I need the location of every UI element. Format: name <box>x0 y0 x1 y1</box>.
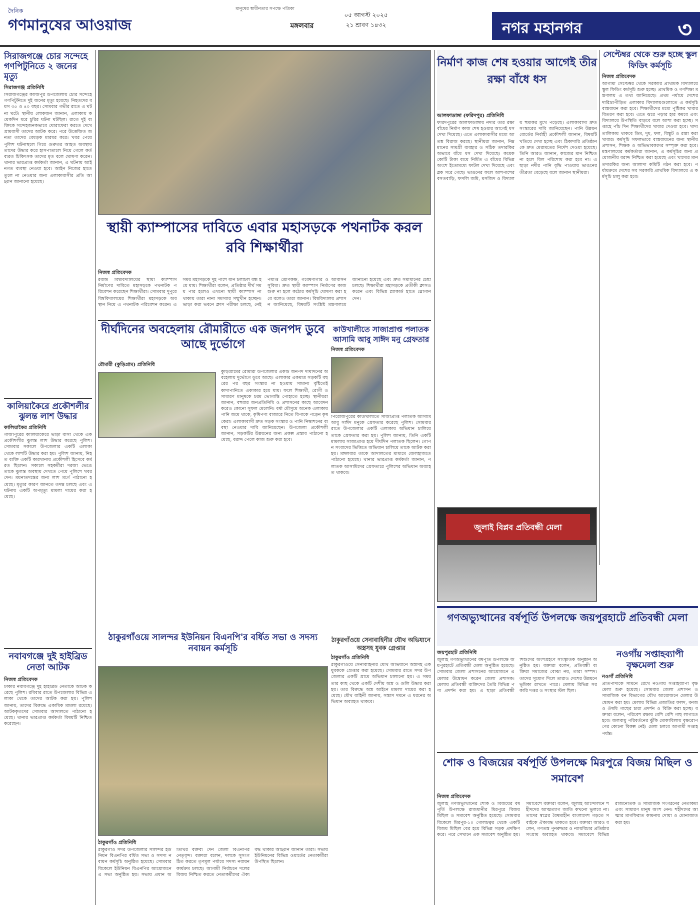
thakurgaon-headline: ঠাকুরগাঁওয়ে সালন্দর ইউনিয়ন বিএনপি'র বর্ধিত সভা ও সদস্য নবায়ন কর্মসূচি <box>108 633 318 654</box>
body: ঢাকার নবাবগঞ্জে দুই হাইব্রিড নেতাকে আটক করেছে পুলিশ। রবিবার রাতে উপজেলার বিভিন্ন এলাকা থেকে তাদের আটক করা হয়। পুলিশ জানায়, তাদের বিরুদ্ধে একাধিক মামলা রয়েছে। আটককৃতদের সোমবার আদালতে পাঠানো হয়েছে। থানার ভারপ্রাপ্ত কর্মকর্তা বিষয়টি নিশ্চিত করেছেন। <box>4 685 92 728</box>
dateline: নিজস্ব প্রতিবেদক <box>602 74 636 80</box>
mela-article <box>437 650 597 738</box>
thakurgaon-photo <box>98 666 328 836</box>
dateline: আলফাডাঙ্গা (ফরিদপুর) প্রতিনিধি <box>437 113 504 119</box>
lead-photo <box>98 50 431 215</box>
body: কুড়িগ্রামের রৌমারী উপজেলার একটি জনপদ দীর্ঘদিনের অবহেলায় দুর্ভোগে ডুবে আছে। এলাকার একমাত্র সড়কটি বছরের পর বছর সংস্কার না হওয়ায় সামান্য বৃষ্টিতেই কাদাপানিতে একাকার হয়ে যায়। ফলে শিক্ষার্থী, রোগী ও সাধারণ মানুষকে চরম ভোগান্তি পোহাতে হচ্ছে। স্থানীয়রা জানান, বহুবার জনপ্রতিনিধি ও প্রশাসনের কাছে আবেদন করেও কোনো সুফল মেলেনি। বর্ষা মৌসুমে অনেক এলাকায় পানি জমে থাকে, কৃষিপণ্য বাজারে নিতে বিপাকে পড়েন কৃষকেরা। এলাকাবাসী দ্রুত সড়ক সংস্কার ও পানি নিষ্কাশনের ব্যবস্থা নেওয়ার দাবি জানিয়েছেন। উপজেলা প্রকৌশলী জানান, সড়কটির উন্নয়নের জন্য প্রকল্প প্রস্তাব পাঠানো হয়েছে, বরাদ্দ পেলে কাজ শুরু করা হবে। <box>221 370 328 444</box>
dateline: সিরাজগঞ্জ প্রতিনিধি <box>4 85 45 91</box>
sub-dateline: ঠাকুরগাঁও প্রতিনিধি <box>331 655 370 661</box>
mirpur-article <box>437 794 698 904</box>
dateline: কালিয়াকৈর প্রতিনিধি <box>4 425 47 431</box>
sub-headline: ঠাকুরগাঁওয়ে সেনাবাহিনীর যৌথ অভিযানে অস্ত্রসহ যুবক গ্রেপ্তার <box>331 637 431 652</box>
dateline: নওগাঁ প্রতিনিধি <box>602 674 633 680</box>
col-rule <box>95 50 96 905</box>
mela-banner <box>446 514 590 540</box>
body: গাজীপুরের কালিয়াকৈরে ভাড়া বাসা থেকে এক প্রকৌশলীর ঝুলন্ত লাশ উদ্ধার করেছে পুলিশ। সোমবার সকালে উপজেলার একটি এলাকা থেকে লাশটি উদ্ধার করা হয়। পুলিশ জানায়, নিহত ব্যক্তি একটি কারখানায় প্রকৌশলী হিসেবে কর্মরত ছিলেন। সকালে সহকর্মীরা দরজা ভেঙে তাকে ঝুলন্ত অবস্থায় দেখতে পেয়ে পুলিশে খবর দেন। ময়নাতদন্তের জন্য লাশ মর্গে পাঠানো হয়েছে। মৃত্যুর কারণ জানতে তদন্ত চলছে এবং এ ঘটনায় একটি অপমৃত্যু মামলা দায়ের করা হয়েছে। <box>4 433 92 501</box>
headline: কালিয়াকৈরে প্রকৌশলীর ঝুলন্ত লাশ উদ্ধার <box>7 402 89 422</box>
thakurgaon-headline-box <box>98 633 328 663</box>
mela-headline: গণঅভ্যুত্থানের বর্ষপূর্তি উপলক্ষে জয়পুরহাটে প্রতিবন্ধী মেলা <box>447 613 688 624</box>
lead-headline-box <box>98 218 431 266</box>
body: জুলাই গণঅভ্যুত্থানের শোক ও বিজয়ের বর্ষপূর্তি উপলক্ষে রাজধানীর মিরপুরে বিজয় মিছিল ও সমাবেশ অনুষ্ঠিত হয়েছে। সোমবার বিকেলে মিরপুর-১০ গোলচত্বর থেকে একটি বিজয় মিছিল বের হয়ে বিভিন্ন সড়ক প্রদক্ষিণ করে। পরে সেখানে এক সমাবেশ অনুষ্ঠিত হয়। সমাবেশে বক্তারা বলেন, জুলাই আন্দোলনে শহীদদের আত্মত্যাগ জাতি কখনো ভুলবে না। তাদের স্বপ্নের বৈষম্যহীন বাংলাদেশ গড়তে সবাইকে ঐক্যবদ্ধ থাকতে হবে। বক্তারা আরও বলেন, গণতন্ত্র পুনরুদ্ধার ও ন্যায়বিচার প্রতিষ্ঠার সংগ্রাম অব্যাহত থাকবে। সমাবেশে বিভিন্ন রাজনৈতিক ও সামাজিক সংগঠনের নেতাকর্মী এবং সাধারণ মানুষ অংশ নেন। শহীদদের আত্মার মাগফিরাত কামনায় দোয়া ও মোনাজাত করা হয়। <box>437 802 698 839</box>
col-rule <box>599 50 600 565</box>
mela-photo <box>437 507 597 602</box>
sajapur-photo <box>331 357 383 413</box>
masthead <box>0 0 700 48</box>
section-title: নগর মহানগর <box>502 19 582 37</box>
thakurgaon-article <box>98 840 328 902</box>
sajapur-article <box>331 325 431 895</box>
mirpur-headline: শোক ও বিজয়ের বর্ষপূর্তি উপলক্ষে মিরপুরে বিজয় মিছিল ও সমাবেশ <box>442 757 693 785</box>
lead-headline: স্থায়ী ক্যাম্পাসের দাবিতে এবার মহাসড়কে পথনাটক করল রবি শিক্ষার্থীরা <box>106 220 423 256</box>
masthead-prefix: দৈনিক <box>8 8 24 15</box>
headline: সেপ্টেম্বর থেকে শুরু হচ্ছে স্কুল ফিডিং কর্মসূচি <box>603 50 697 70</box>
body: প্রতিপাদ্যকে সামনে রেখে নওগাঁয় সপ্তাহব্যাপী বৃক্ষমেলা শুরু হয়েছে। সোমবার জেলা প্রশাসন ও সামাজিক বন বিভাগের যৌথ আয়োজনে মেলার উদ্বোধন করা হয়। মেলায় বিভিন্ন প্রজাতির ফলদ, বনজ ও ঔষধি গাছের চারা প্রদর্শন ও বিক্রি করা হচ্ছে। বক্তারা বলেন, পরিবেশ রক্ষায় বেশি বেশি গাছ লাগাতে হবে। জলবায়ু পরিবর্তনের ঝুঁকি মোকাবিলায় বৃক্ষরোপণের কোনো বিকল্প নেই। মেলা চলবে আগামী সপ্তাহ পর্যন্ত। <box>602 682 698 737</box>
dateline: নিজস্ব প্রতিবেদক <box>4 677 38 683</box>
body: ঠাকুরগাঁও সদর উপজেলার সালন্দর ইউনিয়ন বিএনপির বর্ধিত সভা ও সদস্য নবায়ন কর্মসূচি অনুষ্ঠিত হয়েছে। সোমবার বিকেলে ইউনিয়ন বিএনপির আয়োজনে এ সভা অনুষ্ঠিত হয়। সভায় প্রধান অতিথির বক্তব্য দেন জেলা বিএনপির নেতৃবৃন্দ। বক্তারা বলেন, দলকে সুসংগঠিত করতে তৃণমূল পর্যায়ে সদস্য নবায়ন কার্যক্রম চলছে। আগামী নির্বাচনে দলের বিজয় নিশ্চিত করতে নেতাকর্মীদের ঐক্যবদ্ধ থাকার আহ্বান জানান তারা। সভায় ইউনিয়নের বিভিন্ন ওয়ার্ডের নেতাকর্মীরা উপস্থিত ছিলেন। <box>98 848 328 878</box>
col-rule <box>434 50 435 905</box>
body: ফরিদপুরের আলফাডাঙ্গায় নদীর তীর রক্ষা বাঁধের নির্মাণ কাজ শেষ হওয়ার আগেই ধস দেখা দিয়েছে। এতে এলাকাবাসীর মধ্যে আতঙ্ক বিরাজ করছে। স্থানীয়রা জানান, নিম্নমানের সামগ্রী ব্যবহার ও সঠিক তদারকির অভাবে বাঁধে ধস দেখা দিয়েছে। কয়েক কোটি টাকা ব্যয়ে নির্মিত এ বাঁধের বিভিন্ন অংশে ইতোমধ্যে ফাটল দেখা দিয়েছে এবং ব্লক সরে গেছে। ভাঙনের ফলে আশপাশের বসতবাড়ি, ফসলি জমি, মসজিদ ও বিদ্যালয় হুমকির মুখে পড়েছে। এলাকাবাসী দ্রুত সংস্কারের দাবি জানিয়েছেন। পানি উন্নয়ন বোর্ডের নির্বাহী প্রকৌশলী জানান, বিষয়টি খতিয়ে দেখা হচ্ছে এবং ঠিকাদারি প্রতিষ্ঠানকে দ্রুত মেরামতের নির্দেশ দেওয়া হয়েছে। তিনি আরও জানান, কাজের মান নিশ্চিত না হলে বিল পরিশোধ করা হবে না। এ ছাড়া নদীর পানি বৃদ্ধি পাওয়ায় ভাঙনের তীব্রতা বেড়েছে বলে জানান স্থানীয়রা। <box>437 121 597 182</box>
body: রবীন্দ্র বিশ্ববিদ্যালয়ের স্থায়ী ক্যাম্পাস নির্মাণের দাবিতে মহাসড়কে পথনাটক পরিবেশন করেছেন শিক্ষার্থীরা। সোমবার দুপুরে বিশ্ববিদ্যালয়ের শিক্ষার্থীরা মহাসড়কে অবস্থান নিয়ে এ পথনাটক পরিবেশন করেন। এ সময় মহাসড়কে দুই পাশে যান চলাচল বন্ধ হয়ে যায়। শিক্ষার্থীরা বলেন, প্রতিষ্ঠার দীর্ঘ সময় পার হলেও এখনো স্থায়ী ক্যাম্পাস না থাকায় তারা নানা সমস্যার সম্মুখীন হচ্ছেন। ভাড়া করা ভবনে ক্লাস পরীক্ষা চলছে, নেই পর্যাপ্ত শ্রেণিকক্ষ, গবেষণাগার ও আবাসন সুবিধা। দ্রুত স্থায়ী ক্যাম্পাস নির্মাণের কাজ শুরু না হলে কঠোর কর্মসূচি ঘোষণা করা হবে বলেও তারা জানান। বিশ্ববিদ্যালয় প্রশাসন জানিয়েছে, বিষয়টি সংশ্লিষ্ট মন্ত্রণালয়ে জানানো হয়েছে এবং দ্রুত সমাধানের চেষ্টা চলছে। শিক্ষার্থীরা মহাসড়কে প্রতীকী ক্লাসও করেন এবং বিভিন্ন প্ল্যাকার্ড হাতে স্লোগান দেন। <box>98 278 431 308</box>
right-col-article <box>602 50 698 562</box>
divider <box>98 320 431 321</box>
dateline: নিজস্ব প্রতিবেদক <box>98 270 132 276</box>
mirpur-headline-box <box>437 755 698 791</box>
embankment-headline: নির্মাণ কাজ শেষ হওয়ার আগেই তীর রক্ষা বাঁধে ধস <box>437 56 597 86</box>
mela-headline-box <box>437 606 698 646</box>
embankment-headline-box <box>437 50 597 110</box>
sajapur-headline: কাউখালীতে সাজাপ্রাপ্ত পলাতক আসামি আবু সাঈদ মনু গ্রেফতার <box>332 325 430 344</box>
newspaper-name: গণমানুষের আওয়াজ <box>8 16 132 34</box>
headline: সিরাজগঞ্জে চোর সন্দেহে গণপিটুনিতে ২ জনের মৃত্যু <box>4 52 88 82</box>
dateline: নিজস্ব প্রতিবেদক <box>331 347 365 353</box>
lead-article <box>98 270 431 318</box>
embankment-article <box>437 113 597 503</box>
weekday: মঙ্গলবার <box>290 21 314 30</box>
headline: নওগাঁয় সপ্তাহব্যাপী বৃক্ষমেলা শুরু <box>616 650 684 671</box>
dateline: রৌমারী (কুড়িগ্রাম) প্রতিনিধি <box>98 362 155 368</box>
divider <box>4 398 92 399</box>
date-bn: ২১ শ্রাবণ ১৪৩২ <box>345 22 387 29</box>
divider <box>4 648 92 649</box>
dateline: নিজস্ব প্রতিবেদক <box>437 794 471 800</box>
col1-mid-article <box>4 402 92 642</box>
mela-banner-text: জুলাই বিপ্লব প্রতিবন্ধী মেলা <box>474 523 562 532</box>
dateline: ঠাকুরগাঁও প্রতিনিধি <box>98 840 137 846</box>
col1-top-article <box>4 52 92 392</box>
page-number: ৩ <box>677 18 692 43</box>
dateline: জয়পুরহাট প্রতিনিধি <box>437 650 477 656</box>
body: সিরাজগঞ্জের কাজিপুর উপজেলায় চোর সন্দেহে গণপিটুনিতে দুই জনের মৃত্যু হয়েছে। নিহতদের বয়স ৩৫ ও ৪০ বছর। সোমবার গভীর রাতে এ ঘটনা ঘটে। স্থানীয় লোকজন জানান, এলাকায় কয়েকদিন ধরে চুরির ঘটনা ঘটছিল। রাতে দুই ব্যক্তিকে সন্দেহজনকভাবে ঘোরাফেরা করতে দেখে গ্রামবাসী তাদের আটক করে। পরে উত্তেজিত জনতা তাদের বেধড়ক মারধর করে। খবর পেয়ে পুলিশ ঘটনাস্থলে গিয়ে গুরুতর আহত অবস্থায় তাদের উদ্ধার করে হাসপাতালে নিয়ে গেলে কর্তব্যরত চিকিৎসক তাদের মৃত বলে ঘোষণা করেন। থানার ভারপ্রাপ্ত কর্মকর্তা জানান, এ ঘটনায় আইনগত ব্যবস্থা নেওয়া হবে। আইন নিজের হাতে তুলে না নেওয়ার জন্য এলাকাবাসীর প্রতি আহ্বান জানানো হয়েছে। <box>4 93 92 185</box>
col1-bot-article <box>4 652 92 902</box>
roumari-headline: দীর্ঘদিনের অবহেলায় রৌমারীতে এক জনপদ ডুবে আছে দুর্ভোগে <box>101 322 325 351</box>
body: আগামী সেপ্টেম্বর থেকে সরকারি প্রাথমিক বিদ্যালয়ে স্কুল ফিডিং কর্মসূচি শুরু হচ্ছে। প্রাথমিক ও গণশিক্ষা মন্ত্রণালয় এ তথ্য জানিয়েছে। প্রথম পর্যায়ে দেশের দারিদ্র্যপীড়িত এলাকার বিদ্যালয়গুলোতে এ কর্মসূচি বাস্তবায়ন করা হবে। শিক্ষার্থীদের মধ্যে পুষ্টিকর খাবার বিতরণ করা হবে। এতে ঝরে পড়ার হার কমবে এবং বিদ্যালয়ে উপস্থিতি বাড়বে বলে আশা করা হচ্ছে। সপ্তাহে পাঁচ দিন শিক্ষার্থীদের খাবার দেওয়া হবে। খাদ্য তালিকায় থাকবে ডিম, দুধ, ফল, বিস্কুট ও রান্না করা খাবার। কর্মসূচি সফলভাবে বাস্তবায়নের জন্য স্থানীয় প্রশাসন, শিক্ষক ও অভিভাবকদের সম্পৃক্ত করা হবে। মন্ত্রণালয়ের কর্মকর্তারা জানান, এ কর্মসূচির জন্য প্রয়োজনীয় বরাদ্দ নিশ্চিত করা হয়েছে এবং খাদ্যের মান তদারকির জন্য আলাদা কমিটি গঠন করা হবে। পর্যায়ক্রমে দেশের সব সরকারি প্রাথমিক বিদ্যালয়ে এ কর্মসূচি চালু করা হবে। <box>602 82 698 181</box>
section-band <box>492 12 700 43</box>
roumari-article <box>98 362 328 630</box>
date-en: ০৫ আগস্ট ২০২৫ <box>344 12 388 19</box>
body: জুলাই গণঅভ্যুত্থানের বর্ষপূর্তি উপলক্ষে জয়পুরহাটে প্রতিবন্ধী মেলা অনুষ্ঠিত হয়েছে। সোমবার জেলা প্রশাসনের আয়োজনে এ মেলার উদ্বোধন করেন জেলা প্রশাসক। মেলায় প্রতিবন্ধী ব্যক্তিদের তৈরি বিভিন্ন পণ্য প্রদর্শন করা হয়। এ ছাড়া প্রতিবন্ধী শিশুদের অংশগ্রহণে সাংস্কৃতিক অনুষ্ঠান অনুষ্ঠিত হয়। বক্তারা বলেন, প্রতিবন্ধী ব্যক্তিরা সমাজের বোঝা নয়, তারা সম্পদ। তাদের সুযোগ দিলে তারাও দেশের উন্নয়নে ভূমিকা রাখতে পারে। মেলায় বিভিন্ন সরকারি দপ্তর ও সংস্থার স্টল ছিল। <box>437 658 597 695</box>
masthead-tagline: মানুষের স্বাধীনতার সপক্ষে পত্রিকা <box>235 7 295 12</box>
headline: নবাবগঞ্জে দুই হাইব্রিড নেতা আটক <box>8 652 88 673</box>
masthead-rule <box>0 45 700 47</box>
roumari-headline-box <box>98 322 328 360</box>
roumari-photo <box>98 372 216 438</box>
sub-body: ঠাকুরগাঁওয়ে সেনাবাহিনীর যৌথ অভিযানে অস্ত্রসহ এক যুবককে গ্রেপ্তার করা হয়েছে। সোমবার রাতে সদর উপজেলার একটি গ্রামে অভিযান চালানো হয়। এ সময় তার কাছ থেকে একটি দেশীয় অস্ত্র ও গুলি উদ্ধার করা হয়। তার বিরুদ্ধে অস্ত্র আইনে মামলা দায়ের করা হয়েছে। যৌথ বাহিনী জানায়, সন্ত্রাস দমনে এ ধরনের অভিযান অব্যাহত থাকবে। <box>331 663 431 706</box>
naogaon-article <box>602 650 698 750</box>
body: পিরোজপুরের কাউখালীতে সাজাপ্রাপ্ত পলাতক আসামি আবু সাঈদ মনুকে গ্রেফতার করেছে পুলিশ। সোমবার রাতে উপজেলার একটি এলাকায় অভিযান চালিয়ে তাকে গ্রেফতার করা হয়। পুলিশ জানায়, তিনি একটি মামলায় সাজাপ্রাপ্ত হয়ে দীর্ঘদিন পলাতক ছিলেন। গোপন সংবাদের ভিত্তিতে অভিযান চালিয়ে তাকে আটক করা হয়। মঙ্গলবার তাকে আদালতের মাধ্যমে জেলহাজতে পাঠানো হয়েছে। থানার ভারপ্রাপ্ত কর্মকর্তা জানান, পলাতক আসামিদের গ্রেফতারে পুলিশের অভিযান অব্যাহত থাকবে। <box>331 415 431 476</box>
divider <box>437 752 698 753</box>
